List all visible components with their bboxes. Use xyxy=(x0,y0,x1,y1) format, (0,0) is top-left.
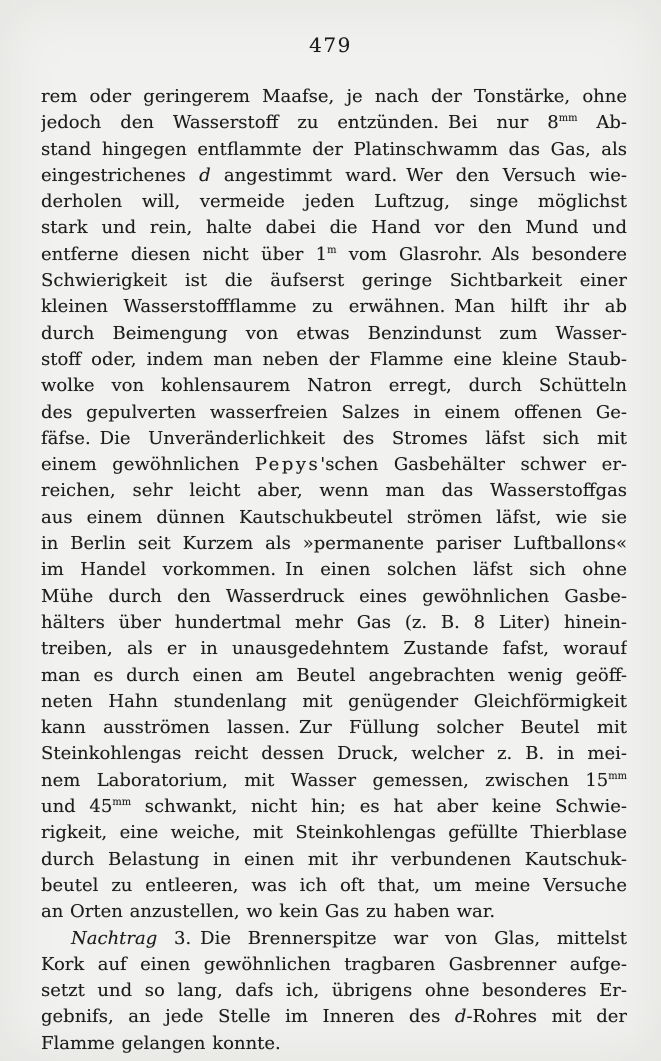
paragraph xyxy=(41,926,627,1057)
text-line: treiben, als er in unausgedehntem Zustande fafst, worauf xyxy=(41,638,627,660)
text-line: Nachtrag 3. Die Brennerspitze war von Glas, mittelst xyxy=(71,927,627,949)
text-line: stoff oder, indem man neben der Flamme eine kleine Staub- xyxy=(41,348,627,370)
page-number: 479 xyxy=(309,33,352,57)
text-line: des gepulverten wasserfreien Salzes in einem offenen Ge- xyxy=(41,401,627,423)
text-line: an Orten anzustellen, wo kein Gas zu haben war. xyxy=(41,901,496,923)
text-line: wolke von kohlensaurem Natron erregt, durch Schütteln xyxy=(41,375,627,397)
text-line: durch Belastung in einen mit ihr verbundenen Kautschuk- xyxy=(41,848,627,870)
text-line: und $45^{mm}$ schwankt, nicht hin; es hat aber keine Schwie- xyxy=(41,796,627,818)
text-line: jedoch den Wasserstoff zu entzünden. Bei nur $8^{mm}$ Ab- xyxy=(41,112,627,134)
text-line: kleinen Wasserstoffflamme zu erwähnen. Man hilft ihr ab xyxy=(41,296,627,318)
text-block xyxy=(41,84,627,1057)
text-line: stand hingegen entflammte der Platinschwamm das Gas, als xyxy=(41,138,627,160)
text-line: hälters über hundertmal mehr Gas (z. B. 8 Liter) hinein- xyxy=(41,611,627,633)
text-line: im Handel vorkommen. In einen solchen läfst sich ohne xyxy=(41,559,627,581)
text-line: man es durch einen am Beutel angebrachten wenig geöff- xyxy=(41,664,627,686)
text-line: beutel zu entleeren, was ich oft that, um meine Versuche xyxy=(41,874,627,896)
text-line: Kork auf einen gewöhnlichen tragbaren Gasbrenner aufge- xyxy=(41,953,627,975)
text-line: Steinkohlengas reicht dessen Druck, welcher z. B. in mei- xyxy=(41,743,627,765)
text-line: derholen will, vermeide jeden Luftzug, singe möglichst xyxy=(41,191,627,213)
text-line: einem gewöhnlichen Pepys'schen Gasbehälter schwer er- xyxy=(41,454,627,476)
text-line: in Berlin seit Kurzem als »permanente pariser Luftballons« xyxy=(41,533,627,555)
text-line: reichen, sehr leicht aber, wenn man das Wasserstoffgas xyxy=(41,480,627,502)
text-line: Flamme gelangen konnte. xyxy=(41,1032,281,1054)
text-line: Schwierigkeit ist die äufserst geringe Sichtbarkeit einer xyxy=(41,270,627,292)
text-line: rem oder geringerem Maafse, je nach der Tonstärke, ohne xyxy=(41,86,627,107)
text-line: eingestrichenes d angestimmt ward. Wer den Versuch wie- xyxy=(41,164,627,186)
text-line: nem Laboratorium, mit Wasser gemessen, zwischen $15^{mm}$ xyxy=(41,769,627,791)
text-line: rigkeit, eine weiche, mit Steinkohlengas gefüllte Thierblase xyxy=(41,822,627,844)
text-line: fäfse. Die Unveränderlichkeit des Stromes läfst sich mit xyxy=(41,427,627,449)
text-line: setzt und so lang, dafs ich, übrigens ohne besonderes Er- xyxy=(41,980,627,1002)
text-line: kann ausströmen lassen. Zur Füllung solcher Beutel mit xyxy=(41,717,627,739)
text-line: Mühe durch den Wasserdruck eines gewöhnlichen Gasbe- xyxy=(41,585,627,607)
text-line: gebnifs, an jede Stelle im Inneren des d-Rohres mit der xyxy=(41,1006,627,1028)
paragraph xyxy=(41,84,627,926)
text-line: neten Hahn stundenlang mit genügender Gleichförmigkeit xyxy=(41,690,627,712)
text-line: durch Beimengung von etwas Benzindunst zum Wasser- xyxy=(41,322,627,344)
text-line: entferne diesen nicht über 1$^m$ vom Glasrohr. Als besondere xyxy=(41,243,627,265)
text-line: aus einem dünnen Kautschukbeutel strömen läfst, wie sie xyxy=(41,506,627,528)
text-line: stark und rein, halte dabei die Hand vor den Mund und xyxy=(41,217,627,239)
